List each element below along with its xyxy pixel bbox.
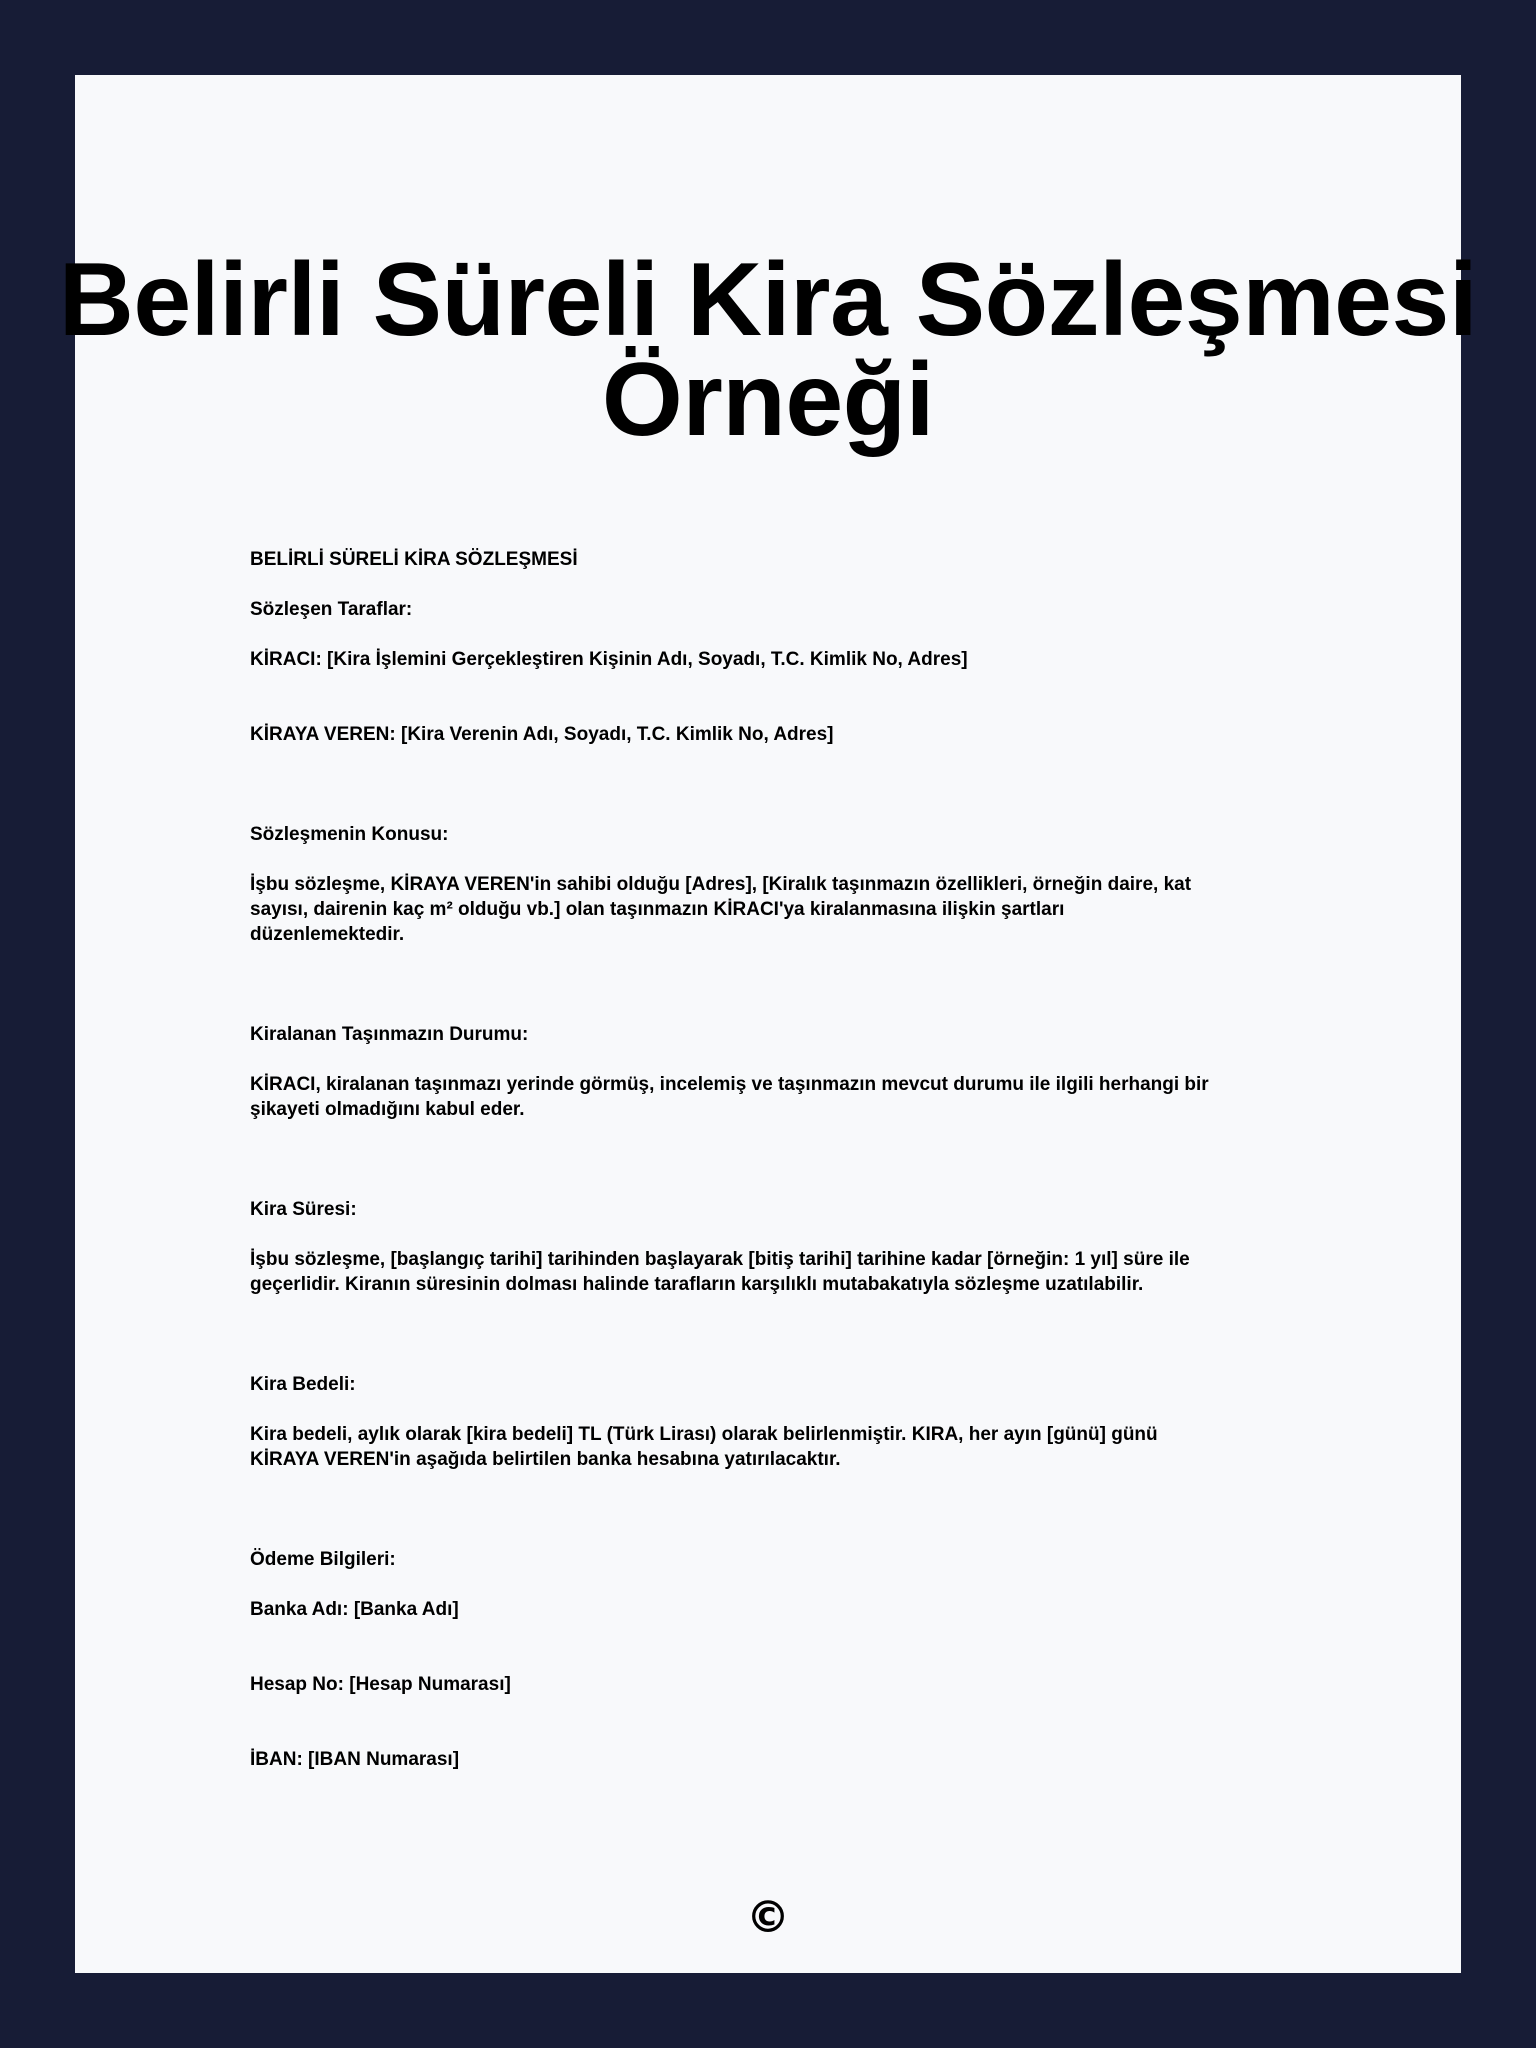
condition-label: Kiralanan Taşınmazın Durumu: [250, 1024, 529, 1045]
contract-heading: BELİRLİ SÜRELİ KİRA SÖZLEŞMESİ [250, 549, 578, 570]
subject-text-line-3: düzenlemektedir. [250, 924, 405, 945]
landlord-line: KİRAYA VEREN: [Kira Verenin Adı, Soyadı, T.C. Kimlik No, Adres] [250, 724, 834, 745]
page-title-line-2: Örneği [601, 342, 935, 458]
page-title [55, 242, 1481, 458]
parties-label: Sözleşen Taraflar: [250, 599, 413, 620]
subject-label: Sözleşmenin Konusu: [250, 824, 449, 845]
tenant-line: KİRACI: [Kira İşlemini Gerçekleştiren Kişinin Adı, Soyadı, T.C. Kimlik No, Adres] [250, 649, 968, 670]
iban-line: İBAN: [IBAN Numarası] [250, 1749, 460, 1770]
account-number-line: Hesap No: [Hesap Numarası] [250, 1674, 511, 1695]
subject-text-line-1: İşbu sözleşme, KİRAYA VEREN'in sahibi olduğu [Adres], [Kiralık taşınmazın özellikleri, örneğin daire, kat [250, 874, 1192, 895]
copyright-icon: © [746, 1892, 790, 1943]
term-text-line-2: geçerlidir. Kiranın süresinin dolması halinde tarafların karşılıklı mutabakatıyla sözleşme uzatılabilir. [250, 1274, 1144, 1295]
term-label: Kira Süresi: [250, 1199, 357, 1220]
payment-label: Ödeme Bilgileri: [250, 1549, 396, 1570]
rent-text-line-2: KİRAYA VEREN'in aşağıda belirtilen banka hesabına yatırılacaktır. [250, 1449, 841, 1470]
term-text-line-1: İşbu sözleşme, [başlangıç tarihi] tarihinden başlayarak [bitiş tarihi] tarihine kadar [örneğin: 1 yıl] süre ile [250, 1249, 1190, 1270]
condition-text-line-2: şikayeti olmadığını kabul eder. [250, 1099, 525, 1120]
page-title-line-1: Belirli Süreli Kira Sözleşmesi [58, 242, 1478, 358]
rent-text-line-1: Kira bedeli, aylık olarak [kira bedeli] TL (Türk Lirası) olarak belirlenmiştir. KIRA, her ayın [günü] günü [250, 1424, 1158, 1445]
condition-text-line-1: KİRACI, kiralanan taşınmazı yerinde görmüş, incelemiş ve taşınmazın mevcut durumu ile ilgili herhangi bir [250, 1074, 1209, 1095]
rent-label: Kira Bedeli: [250, 1374, 356, 1395]
bank-name-line: Banka Adı: [Banka Adı] [250, 1599, 459, 1620]
subject-text-line-2: sayısı, dairenin kaç m² olduğu vb.] olan taşınmazın KİRACI'ya kiralanmasına ilişkin şartları [250, 899, 1065, 920]
document-page [58, 75, 1478, 1973]
